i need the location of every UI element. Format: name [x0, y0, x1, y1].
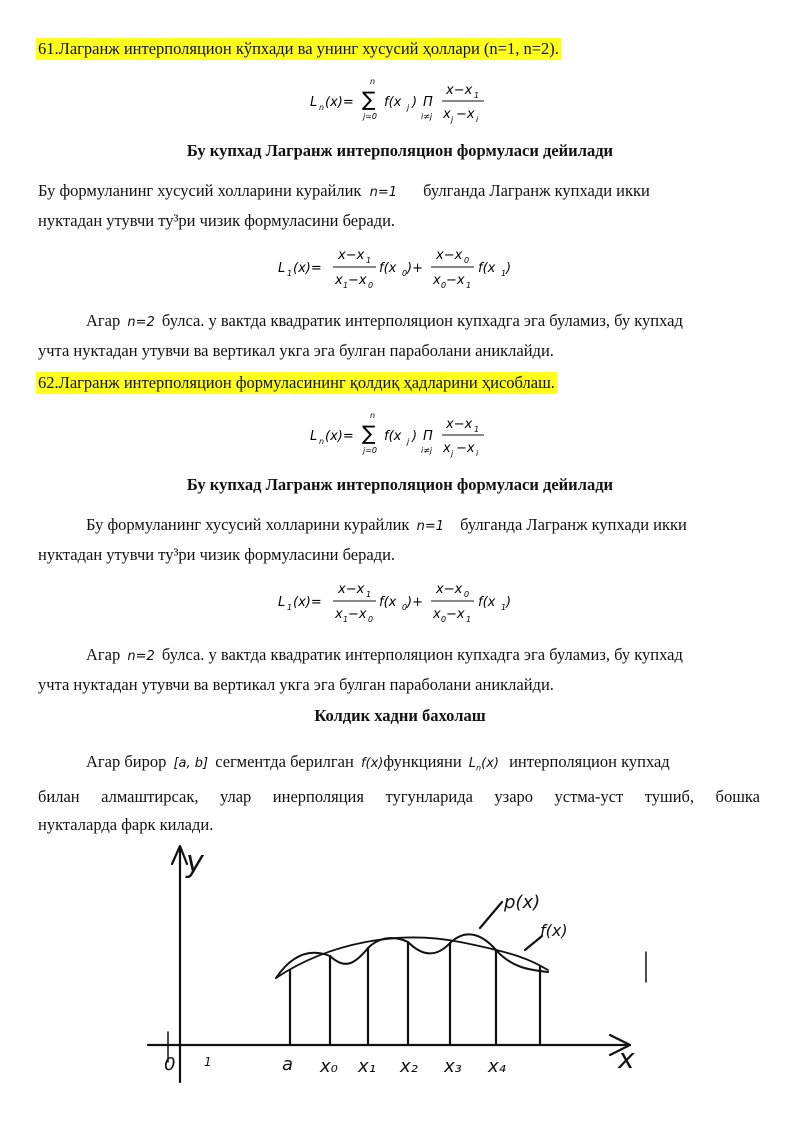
formula-text: f(x [384, 95, 402, 110]
lagrange-formula-62 [308, 408, 508, 469]
sum-symbol: ∑ [362, 421, 376, 445]
paragraph-text: Агар бирор [86, 752, 167, 771]
formula-text: L [310, 95, 318, 110]
lagrange-formula-61 [308, 74, 508, 135]
formula-text: 1 [366, 590, 372, 599]
formula-text: x−x [436, 248, 463, 263]
formula-text: x [443, 441, 451, 456]
formula-text: x−x [436, 582, 463, 597]
formula-text: −x [446, 607, 465, 622]
formula-text: j [451, 115, 454, 124]
paragraph-text: Агар [86, 645, 121, 664]
product-symbol: Π [423, 429, 433, 444]
inline-math-L: L [468, 756, 477, 771]
formula-text: x [335, 273, 343, 288]
formula-text: 0 [464, 590, 470, 599]
paragraph-text: учта нуктадан утувчи ва вертикал укга эга булган параболани аниклайди. [38, 675, 554, 694]
formula-text: 1 [474, 91, 480, 100]
inline-math: f(x) [360, 756, 384, 771]
formula-text: 0 [464, 256, 470, 265]
formula-text: −x [348, 607, 367, 622]
formula-text: x−x [446, 83, 473, 98]
formula-text: f(x [379, 261, 397, 276]
paragraph-text: нукталарда фарк килади. [38, 814, 214, 834]
x-axis-label: x [618, 1042, 635, 1075]
formula-text: 0 [402, 269, 408, 278]
paragraph-text: интерполяцион купхад [509, 752, 670, 771]
paragraph-text: Бу формуланинг хусусий холларини курайлик [38, 181, 362, 200]
formula-text: 1 [287, 269, 293, 278]
label-x4: x₄ [488, 1056, 506, 1077]
formula-text: n [319, 437, 325, 446]
formula-text: 0 [402, 603, 408, 612]
paragraph-text: Бу формуланинг хусусий холларини курайлик [86, 515, 410, 534]
formula-text: )+ [407, 261, 423, 276]
formula-text: x−x [338, 582, 365, 597]
label-p-of-x: p(x) [504, 892, 541, 913]
remainder-subheading: Колдик хадни бахолаш [314, 706, 486, 725]
formula-text: f(x [384, 429, 402, 444]
label-x2: x₂ [400, 1056, 418, 1077]
paragraph-text: нуктадан утувчи ту³ри чизик формуласини беради. [38, 545, 396, 564]
formula-text: (x)= [293, 595, 322, 610]
formula-text: 1 [466, 281, 472, 290]
formula-text: 1 [287, 603, 293, 612]
formula-text: j=0 [363, 112, 378, 121]
paragraph-text: учта нуктадан утувчи ва вертикал укга эга булган параболани аниклайди. [38, 341, 554, 360]
formula-text: 0 [368, 281, 374, 290]
inline-math-sub: n [476, 763, 482, 773]
paragraph-text: Агар [86, 311, 121, 330]
section-62-heading: 62.Лагранж интерполяцион формуласининг қолдиқ ҳадларини ҳисоблаш. [38, 373, 555, 392]
label-x1: x₁ [358, 1056, 376, 1077]
formula-text: j=0 [363, 446, 378, 455]
section-62-paragraph-2 [38, 641, 760, 699]
label-a: a [282, 1054, 294, 1075]
formula-text: 1 [343, 615, 349, 624]
label-f-of-x: f(x) [540, 921, 568, 940]
formula-text: x [443, 107, 451, 122]
formula-text: L [278, 261, 286, 276]
inline-math: n=1 [369, 185, 397, 200]
paragraph-text: булса. у вактда квадратик интерполяцион купхадга эга буламиз, бу купхад [161, 311, 683, 330]
formula-text: 1 [501, 269, 507, 278]
formula-text: −x [456, 107, 475, 122]
formula-text: f(x [379, 595, 397, 610]
section-61-paragraph-2 [38, 307, 760, 365]
formula-text: ) [506, 595, 512, 610]
product-symbol: Π [423, 95, 433, 110]
section-62-paragraph-1 [38, 511, 760, 569]
inline-math-arg: (x) [481, 756, 499, 771]
formula-text: ) [506, 261, 512, 276]
formula-text: f(x [478, 261, 496, 276]
section-62-bold-line: Бу купхад Лагранж интерполяцион формуласи дейилади [186, 475, 614, 494]
formula-text: 0 [441, 615, 447, 624]
linear-formula-61 [276, 240, 536, 301]
formula-text: i [476, 449, 479, 458]
section-61-paragraph-1 [38, 177, 760, 235]
origin-label: 0 [164, 1054, 176, 1075]
inline-math: n=2 [127, 315, 155, 330]
section-61-heading: 61.Лагранж интерполяцион кўпхади ва унинг хусусий ҳоллари (n=1, n=2). [38, 39, 559, 58]
formula-text: 0 [441, 281, 447, 290]
y-axis-label: y [186, 845, 204, 880]
formula-text: j [407, 103, 410, 112]
paragraph-text: булганда Лагранж купхади икки [423, 181, 650, 200]
inline-math [469, 756, 499, 771]
formula-text: −x [456, 441, 475, 456]
formula-text: (x)= [325, 429, 354, 444]
formula-text: 1 [466, 615, 472, 624]
formula-text: ) [412, 95, 418, 110]
formula-text: (x)= [325, 95, 354, 110]
formula-text: )+ [407, 595, 423, 610]
section-61-bold-line: Бу купхад Лагранж интерполяцион формуласи дейилади [186, 141, 614, 160]
sum-symbol: ∑ [362, 87, 376, 111]
section-62-paragraph-3 [38, 748, 760, 839]
interpolation-graph [140, 832, 660, 1092]
paragraph-text: сегментда берилган [215, 752, 354, 771]
label-x0: x₀ [320, 1056, 338, 1077]
inline-math: [a, b] [173, 756, 209, 771]
formula-text: j [407, 437, 410, 446]
formula-text: i≠j [421, 112, 433, 121]
formula-text: −x [446, 273, 465, 288]
formula-text: x−x [446, 417, 473, 432]
formula-text: 1 [474, 425, 480, 434]
inline-math: n=1 [416, 519, 444, 534]
paragraph-text: булса. у вактда квадратик интерполяцион купхадга эга буламиз, бу купхад [161, 645, 683, 664]
formula-text: n [370, 77, 376, 86]
formula-text: x−x [338, 248, 365, 263]
formula-text: n [319, 103, 325, 112]
inline-math: n=2 [127, 649, 155, 664]
formula-text: (x)= [293, 261, 322, 276]
formula-text: −x [348, 273, 367, 288]
paragraph-text: нуктадан утувчи ту³ри чизик формуласини беради. [38, 211, 396, 230]
formula-text: i≠j [421, 446, 433, 455]
tick-one-label: 1 [204, 1055, 212, 1069]
paragraph-text: билан алмаштирсак, улар инерполяция тугунларида узаро устма-уст тушиб, бошка [38, 786, 760, 806]
formula-text: x [335, 607, 343, 622]
formula-text: n [370, 411, 376, 420]
formula-text: 1 [343, 281, 349, 290]
curve-f [276, 938, 548, 979]
formula-text: i [476, 115, 479, 124]
formula-text: L [310, 429, 318, 444]
paragraph-text: булганда Лагранж купхади икки [460, 515, 687, 534]
formula-text: ) [412, 429, 418, 444]
label-x3: x₃ [444, 1056, 462, 1077]
formula-text: 1 [501, 603, 507, 612]
paragraph-text: функцияни [383, 752, 462, 771]
formula-text: x [433, 273, 441, 288]
formula-text: j [451, 449, 454, 458]
formula-text: 1 [366, 256, 372, 265]
formula-text: L [278, 595, 286, 610]
linear-formula-62 [276, 574, 536, 635]
formula-text: f(x [478, 595, 496, 610]
p-pointer [480, 902, 502, 928]
formula-text: 0 [368, 615, 374, 624]
formula-text: x [433, 607, 441, 622]
